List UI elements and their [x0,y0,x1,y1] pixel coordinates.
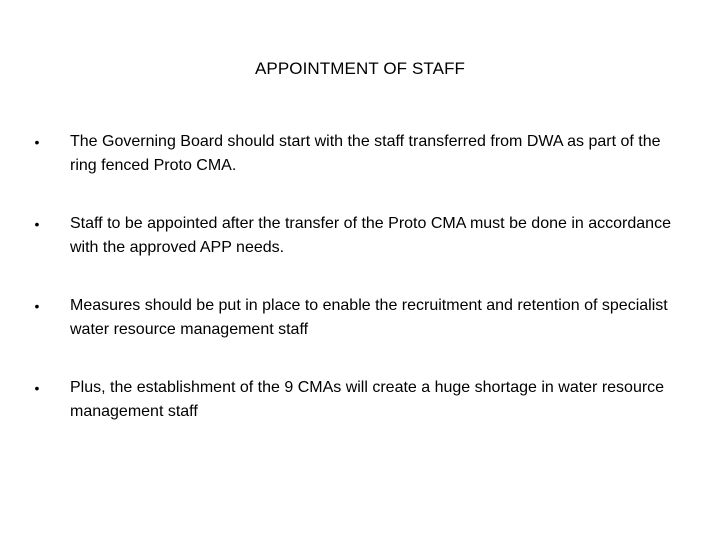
bullet-item-4 [30,376,680,424]
bullet-text: Plus, the establishment of the 9 CMAs will create a huge shortage in water resource management staff [70,379,665,420]
slide-title: APPOINTMENT OF STAFF [254,59,466,78]
bullet-icon: • [34,134,40,150]
bullet-icon: • [34,298,40,314]
bullet-item-3 [30,294,680,342]
bullet-icon: • [34,216,40,232]
bullet-item-1 [30,130,680,178]
bullet-text: The Governing Board should start with the staff transferred from DWA as part of the ring fenced Proto CMA. [70,133,661,174]
bullet-icon: • [34,380,40,396]
bullet-text: Measures should be put in place to enable the recruitment and retention of specialist water resource management staff [70,297,668,338]
bullet-item-2 [30,212,680,260]
bullet-text: Staff to be appointed after the transfer of the Proto CMA must be done in accordance with the approved APP needs. [70,215,671,256]
bullet-list [30,130,680,458]
